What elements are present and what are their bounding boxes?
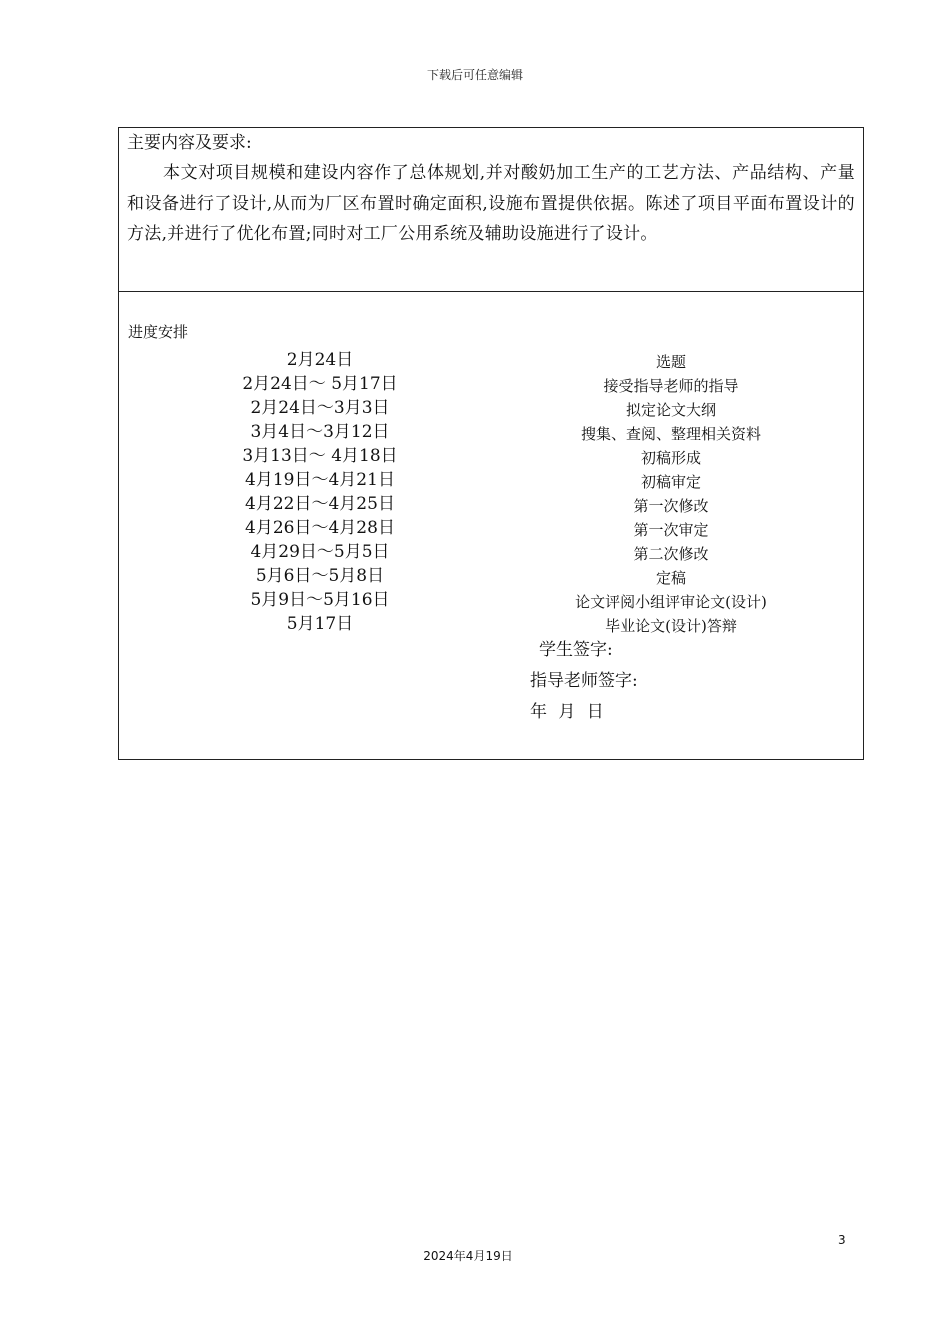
schedule-task: 拟定论文大纲	[625, 401, 716, 419]
schedule-date: 5月17日	[286, 614, 354, 634]
schedule-label: 进度安排	[128, 323, 189, 341]
schedule-task: 初稿审定	[640, 473, 701, 491]
requirements-body: 本文对项目规模和建设内容作了总体规划,并对酸奶加工生产的工艺方法、产品结构、产量和设备进行了设计,从而为厂区布置时确定面积,设施布置提供依据。陈述了项目平面布置设计的方法,并进行了优化布置;同时对工厂公用系统及辅助设施进行了设计。	[127, 163, 855, 244]
schedule-dates	[199, 348, 441, 636]
teacher-signature-label: 指导老师签字:	[530, 671, 638, 691]
schedule-task: 初稿形成	[640, 449, 701, 467]
schedule-task: 第一次修改	[633, 497, 709, 515]
schedule-task: 第二次修改	[633, 545, 709, 563]
schedule-task: 论文评阅小组评审论文(设计)	[575, 593, 767, 611]
schedule-task: 选题	[655, 353, 686, 371]
task-table	[118, 127, 864, 760]
schedule-task: 第一次审定	[633, 521, 709, 539]
schedule-date: 2月24日～3月3日	[250, 398, 390, 418]
schedule-date: 4月26日～4月28日	[245, 518, 395, 538]
requirements-section	[119, 128, 863, 292]
schedule-task: 接受指导老师的指导	[603, 377, 739, 395]
schedule-task: 搜集、查阅、整理相关资料	[580, 425, 761, 443]
student-signature-label: 学生签字:	[539, 640, 613, 660]
schedule-task: 定稿	[655, 569, 686, 587]
schedule-date: 4月29日～5月5日	[250, 542, 390, 562]
schedule-date: 4月19日～4月21日	[245, 470, 395, 490]
schedule-date: 2月24日～ 5月17日	[242, 374, 398, 394]
signature-date-label: 年 月 日	[530, 702, 604, 722]
schedule-date: 2月24日	[286, 350, 354, 370]
schedule-date: 4月22日～4月25日	[245, 494, 395, 514]
schedule-task: 毕业论文(设计)答辩	[605, 617, 737, 635]
schedule-date: 3月4日～3月12日	[250, 422, 390, 442]
requirements-title: 主要内容及要求:	[127, 133, 252, 153]
schedule-tasks	[531, 350, 811, 638]
schedule-date: 3月13日～ 4月18日	[242, 446, 398, 466]
schedule-date: 5月9日～5月16日	[250, 590, 390, 610]
schedule-date: 5月6日～5月8日	[255, 566, 385, 586]
page-number: 3	[838, 1233, 846, 1247]
footer-date: 2024年4月19日	[423, 1249, 513, 1263]
header-note: 下载后可任意编辑	[426, 68, 523, 82]
